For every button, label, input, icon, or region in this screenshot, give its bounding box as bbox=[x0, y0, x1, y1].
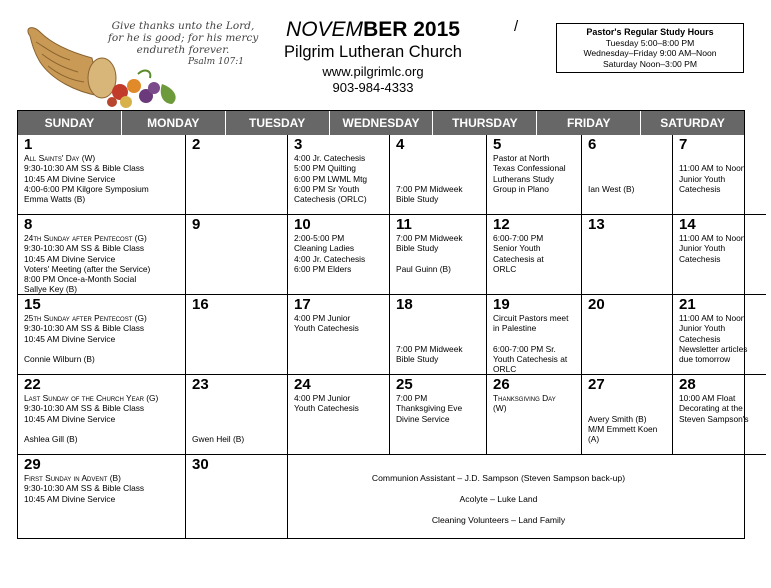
event-line bbox=[24, 344, 182, 354]
event-line: Catechesis (ORLC) bbox=[294, 194, 367, 205]
event-line bbox=[192, 393, 284, 403]
day-cell bbox=[390, 215, 487, 295]
event-line bbox=[192, 403, 284, 413]
day-cell bbox=[390, 295, 487, 375]
day-cell bbox=[673, 135, 766, 215]
event-line: 11:00 AM to Noon bbox=[679, 313, 746, 323]
day-cell bbox=[390, 375, 487, 455]
event-line: First Sunday in Advent (B) bbox=[24, 473, 121, 483]
event-line: (A) bbox=[588, 434, 600, 445]
event-line: Senior Youth bbox=[493, 243, 541, 254]
day-number: 3 bbox=[294, 136, 303, 153]
day-number: 26 bbox=[493, 376, 510, 393]
note-cleaning: Cleaning Volunteers – Land Family bbox=[431, 515, 566, 525]
event-line: 11:00 AM to Noon bbox=[679, 233, 746, 243]
event-line: 4:00-6:00 PM Kilgore Symposium bbox=[24, 183, 149, 194]
event-line: 10:45 AM Divine Service bbox=[24, 173, 116, 184]
event-line: 9:30-10:30 AM SS & Bible Class bbox=[24, 403, 145, 414]
event-line: 24th Sunday after Pentecost (G) bbox=[24, 233, 147, 243]
day-number: 18 bbox=[396, 296, 413, 313]
day-number: 2 bbox=[192, 136, 201, 153]
event-line: Youth Catechesis bbox=[294, 323, 359, 334]
event-line: 7:00 PM bbox=[396, 393, 428, 403]
event-line bbox=[679, 153, 763, 163]
event-line: Junior Youth bbox=[679, 173, 726, 184]
event-line: Texas Confessional bbox=[493, 163, 566, 174]
day-cell bbox=[582, 135, 673, 215]
day-cell bbox=[487, 135, 582, 215]
event-line: 25th Sunday after Pentecost (G) bbox=[24, 313, 147, 323]
stray-mark: / bbox=[514, 18, 519, 35]
day-number: 25 bbox=[396, 376, 413, 393]
event-line: Bible Study bbox=[396, 194, 439, 205]
event-line bbox=[24, 424, 182, 434]
verse-reference: Psalm 107:1 bbox=[187, 57, 244, 67]
event-line: Ashlea Gill (B) bbox=[24, 434, 78, 445]
day-cell bbox=[186, 455, 288, 539]
event-line: ORLC bbox=[493, 263, 517, 274]
day-number: 30 bbox=[192, 456, 209, 473]
event-line bbox=[192, 424, 284, 434]
day-number: 23 bbox=[192, 376, 209, 393]
church-name: Pilgrim Lutheran Church bbox=[284, 43, 462, 61]
day-cell bbox=[582, 215, 673, 295]
day-number: 4 bbox=[396, 136, 405, 153]
day-number: 15 bbox=[24, 296, 41, 313]
day-number: 6 bbox=[588, 136, 597, 153]
event-line: Cleaning Ladies bbox=[294, 243, 355, 254]
event-line: 8:00 PM Once-a-Month Social bbox=[24, 274, 137, 285]
event-line: Catechesis at bbox=[493, 253, 544, 264]
day-cell bbox=[673, 295, 766, 375]
day-cell bbox=[288, 135, 390, 215]
event-line: 10:00 AM Float bbox=[679, 393, 736, 403]
weekday-header bbox=[18, 111, 744, 135]
study-hours-box bbox=[556, 23, 744, 73]
day-cell bbox=[18, 135, 186, 215]
bible-verse bbox=[108, 20, 258, 68]
day-number: 5 bbox=[493, 136, 502, 153]
day-cell bbox=[18, 215, 186, 295]
event-line: 7:00 PM Midweek bbox=[396, 343, 463, 354]
event-line: 4:00 Jr. Catechesis bbox=[294, 153, 366, 163]
event-line: Catechesis bbox=[679, 183, 721, 194]
day-number: 10 bbox=[294, 216, 311, 233]
day-cell bbox=[288, 295, 390, 375]
day-number: 1 bbox=[24, 136, 33, 153]
event-line bbox=[396, 334, 483, 344]
event-line: 6:00 PM Elders bbox=[294, 263, 352, 274]
day-cell bbox=[487, 375, 582, 455]
event-line: Last Sunday of the Church Year (G) bbox=[24, 393, 159, 403]
event-line: Paul Guinn (B) bbox=[396, 263, 451, 274]
event-line: 9:30-10:30 AM SS & Bible Class bbox=[24, 323, 145, 334]
event-line bbox=[588, 153, 669, 163]
event-line: 7:00 PM Midweek bbox=[396, 233, 463, 243]
event-line: 6:00 PM LWML Mtg bbox=[294, 173, 368, 184]
note-communion: Communion Assistant – J.D. Sampson (Steven Sampson back-up) bbox=[371, 473, 626, 483]
day-number: 22 bbox=[24, 376, 41, 393]
event-line: Newsletter articles bbox=[679, 343, 748, 354]
event-line: Pastor at North bbox=[493, 153, 550, 163]
event-line: (W) bbox=[493, 403, 507, 414]
event-line: 10:45 AM Divine Service bbox=[24, 333, 116, 344]
day-cell bbox=[186, 215, 288, 295]
event-line: Catechesis bbox=[679, 253, 721, 264]
event-line: Connie Wilburn (B) bbox=[24, 354, 95, 365]
event-line: 6:00-7:00 PM Sr. bbox=[493, 343, 556, 354]
day-cell bbox=[18, 455, 186, 539]
weekday-monday: MONDAY bbox=[122, 111, 226, 135]
event-line: Thanksgiving Day bbox=[493, 393, 556, 403]
event-line: 9:30-10:30 AM SS & Bible Class bbox=[24, 163, 145, 174]
day-cell bbox=[487, 215, 582, 295]
day-cell bbox=[582, 375, 673, 455]
event-line bbox=[396, 254, 483, 264]
event-line: M/M Emmett Koen bbox=[588, 423, 658, 434]
event-line: Ian West (B) bbox=[588, 183, 635, 194]
event-line: 6:00 PM Sr Youth bbox=[294, 183, 360, 194]
event-line: Steven Sampson's bbox=[679, 413, 749, 424]
weekday-wednesday: WEDNESDAY bbox=[330, 111, 434, 135]
event-line bbox=[588, 174, 669, 184]
event-line: Junior Youth bbox=[679, 243, 726, 254]
event-line: in Palestine bbox=[493, 323, 537, 334]
event-line: 6:00-7:00 PM bbox=[493, 233, 544, 243]
event-line bbox=[588, 403, 669, 413]
day-number: 17 bbox=[294, 296, 311, 313]
volunteer-notes bbox=[252, 465, 745, 539]
verse-line: Give thanks unto the Lord, bbox=[111, 20, 255, 32]
day-number: 7 bbox=[679, 136, 688, 153]
event-line: due tomorrow bbox=[679, 354, 731, 365]
day-number: 19 bbox=[493, 296, 510, 313]
day-number: 11 bbox=[396, 216, 412, 233]
event-line: Divine Service bbox=[396, 413, 450, 424]
verse-line: for he is good; for his mercy bbox=[108, 32, 259, 44]
weekday-friday: FRIDAY bbox=[537, 111, 641, 135]
title-year: BER 2015 bbox=[363, 18, 460, 41]
day-cell bbox=[487, 295, 582, 375]
event-line: 10:45 AM Divine Service bbox=[24, 413, 116, 424]
event-line: 10:45 AM Divine Service bbox=[24, 253, 116, 264]
calendar-grid bbox=[17, 110, 749, 539]
event-line: ORLC bbox=[493, 364, 517, 375]
day-cell bbox=[390, 135, 487, 215]
day-number: 13 bbox=[588, 216, 605, 233]
event-line: Avery Smith (B) bbox=[588, 413, 647, 424]
study-hours-line: Wednesday–Friday 9:00 AM–Noon bbox=[583, 48, 717, 58]
day-cell bbox=[18, 295, 186, 375]
event-line: Sallye Key (B) bbox=[24, 284, 78, 295]
event-line: Thanksgiving Eve bbox=[396, 403, 463, 414]
weekday-thursday: THURSDAY bbox=[433, 111, 537, 135]
event-line: Lutherans Study bbox=[493, 173, 554, 184]
day-cell bbox=[186, 295, 288, 375]
day-number: 29 bbox=[24, 456, 41, 473]
event-line: 5:00 PM Quilting bbox=[294, 163, 356, 174]
event-line: All Saints' Day (W) bbox=[24, 153, 96, 163]
day-cell bbox=[186, 135, 288, 215]
day-number: 27 bbox=[588, 376, 605, 393]
event-line bbox=[396, 163, 483, 173]
event-line bbox=[396, 323, 483, 333]
event-line bbox=[396, 174, 483, 184]
day-cell bbox=[673, 215, 766, 295]
verse-line: endureth forever. bbox=[136, 44, 230, 56]
title-month: NOVEM bbox=[286, 18, 364, 41]
event-line bbox=[588, 393, 669, 403]
day-number: 20 bbox=[588, 296, 605, 313]
day-number: 12 bbox=[493, 216, 510, 233]
day-cell bbox=[288, 215, 390, 295]
event-line: Youth Catechesis at bbox=[493, 354, 568, 365]
day-number: 28 bbox=[679, 376, 696, 393]
event-line: Emma Watts (B) bbox=[24, 194, 86, 205]
church-phone: 903-984-4333 bbox=[332, 80, 414, 95]
event-line: 11:00 AM to Noon bbox=[679, 163, 746, 174]
day-cell bbox=[582, 295, 673, 375]
event-line: Youth Catechesis bbox=[294, 403, 359, 414]
event-line bbox=[396, 153, 483, 163]
event-line bbox=[396, 313, 483, 323]
page-title bbox=[268, 18, 478, 42]
church-website: www.pilgrimlc.org bbox=[322, 64, 424, 79]
event-line: Bible Study bbox=[396, 354, 439, 365]
event-line: 9:30-10:30 AM SS & Bible Class bbox=[24, 483, 145, 494]
event-line: 9:30-10:30 AM SS & Bible Class bbox=[24, 243, 145, 254]
weekday-tuesday: TUESDAY bbox=[226, 111, 330, 135]
study-hours-line: Saturday Noon–3:00 PM bbox=[602, 58, 698, 69]
event-line: 7:00 PM Midweek bbox=[396, 183, 463, 194]
day-number: 9 bbox=[192, 216, 201, 233]
event-line: 10:45 AM Divine Service bbox=[24, 493, 116, 504]
weekday-saturday: SATURDAY bbox=[660, 116, 725, 130]
day-number: 21 bbox=[679, 296, 696, 313]
event-line bbox=[588, 163, 669, 173]
day-number: 24 bbox=[294, 376, 311, 393]
event-line: 4:00 Jr. Catechesis bbox=[294, 253, 366, 264]
event-line: Junior Youth bbox=[679, 323, 726, 334]
day-cell bbox=[186, 375, 288, 455]
event-line: 2:00-5:00 PM bbox=[294, 233, 345, 243]
day-cell bbox=[18, 375, 186, 455]
event-line: Decorating at the bbox=[679, 403, 743, 414]
event-line: Bible Study bbox=[396, 243, 439, 254]
day-number: 8 bbox=[24, 216, 33, 233]
event-line: 4:00 PM Junior bbox=[294, 393, 351, 403]
event-line: Voters' Meeting (after the Service) bbox=[24, 263, 151, 274]
day-number: 14 bbox=[679, 216, 696, 233]
event-line bbox=[493, 334, 578, 344]
event-line: 4:00 PM Junior bbox=[294, 313, 351, 323]
event-line: Group in Plano bbox=[493, 183, 549, 194]
event-line: Circuit Pastors meet bbox=[493, 313, 569, 323]
day-number: 16 bbox=[192, 296, 209, 313]
note-acolyte: Acolyte – Luke Land bbox=[459, 494, 538, 504]
weekday-sunday: SUNDAY bbox=[18, 111, 122, 135]
study-hours-title: Pastor's Regular Study Hours bbox=[586, 27, 714, 37]
event-line: Catechesis bbox=[679, 333, 721, 344]
event-line: Gwen Heil (B) bbox=[192, 434, 245, 445]
day-cell bbox=[673, 375, 766, 455]
event-line bbox=[192, 414, 284, 424]
day-cell bbox=[288, 375, 390, 455]
study-hours-line: Tuesday 5:00–8:00 PM bbox=[605, 37, 695, 48]
